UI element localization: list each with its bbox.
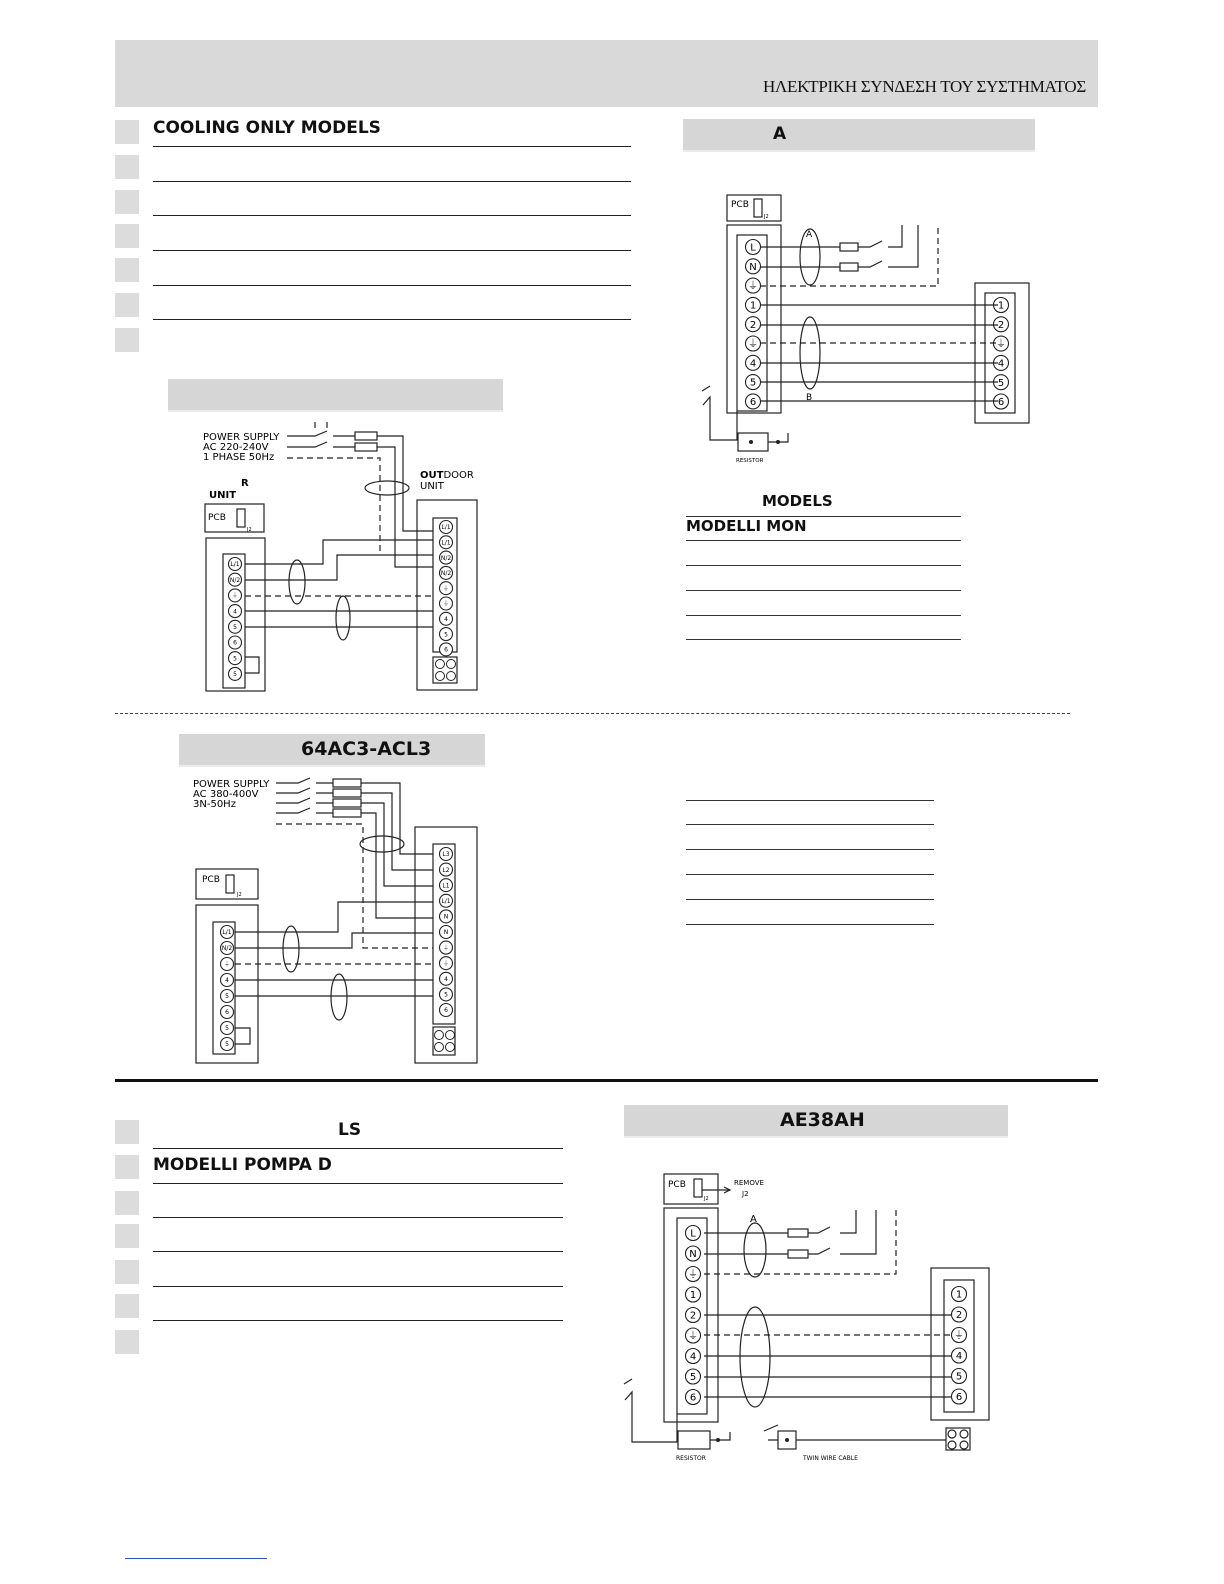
terminal-label: L/1 <box>230 561 240 569</box>
diagram-d-remove-j2: J2 <box>742 1190 749 1198</box>
rule <box>153 1183 563 1184</box>
terminal-label: N/2 <box>229 576 241 584</box>
bullet-square <box>115 1191 139 1215</box>
rule <box>153 1251 563 1252</box>
terminal-label: 6 <box>225 1009 229 1017</box>
diagram-c-pcb: PCB <box>202 875 220 885</box>
terminal-label: L/1 <box>441 539 451 547</box>
rule <box>686 849 934 850</box>
rule <box>686 615 961 616</box>
diagram-b-power-supply-1: POWER SUPPLY <box>203 432 280 443</box>
header-band <box>115 40 1098 107</box>
wiring-diagram-a <box>680 185 1040 470</box>
bullet-square <box>115 258 139 282</box>
terminal-label: 4 <box>997 358 1005 370</box>
terminal-label: L/1 <box>222 929 232 937</box>
bullet-square <box>115 1155 139 1179</box>
diagram-c-title-bar <box>179 734 485 767</box>
terminal-label: N <box>749 261 757 273</box>
terminal-label: 5 <box>225 1025 229 1033</box>
page-title: ΗΛΕΚΤΡΙΚΗ ΣΥΝΔΕΣΗ ΤΟΥ ΣΥΣΤΗΜΑΤΟΣ <box>762 77 1086 96</box>
diagram-c-power-supply-3: 3N-50Hz <box>193 799 236 810</box>
terminal-label: 5 <box>225 1041 229 1049</box>
bullet-square <box>115 1294 139 1318</box>
terminal-label: 4 <box>225 977 229 985</box>
terminal-label: 5 <box>749 377 757 389</box>
wiring-diagram-c <box>188 772 488 1072</box>
terminal-label: 5 <box>955 1371 963 1383</box>
terminal-label: L/1 <box>441 897 451 905</box>
terminal-label: ⏚ <box>442 600 450 608</box>
diagram-b-j2: J2 <box>247 527 252 533</box>
diagram-a-cable-b: B <box>806 393 813 403</box>
terminal-label: 6 <box>444 1007 448 1015</box>
terminal-block-circle <box>435 1043 444 1052</box>
terminal-label: 6 <box>444 646 448 654</box>
rule <box>153 1286 563 1287</box>
bullet-square <box>115 328 139 352</box>
rule <box>153 1320 563 1321</box>
terminal-label: 5 <box>233 623 237 631</box>
diagram-d-title: AE38AH <box>780 1109 865 1131</box>
terminal-label: 5 <box>689 1372 697 1384</box>
rule <box>686 540 961 541</box>
diagram-b-outdoor-unit: UNIT <box>420 481 444 492</box>
heat-pump-subheading: MODELLI POMPA D <box>153 1155 332 1175</box>
wiring-diagram-d <box>620 1170 1000 1470</box>
terminal-label: 6 <box>233 639 237 647</box>
bullet-square <box>115 120 139 144</box>
rule <box>153 1217 563 1218</box>
rule <box>153 1148 563 1149</box>
diagram-d-remove: REMOVE <box>734 1179 764 1187</box>
terminal-block-circle <box>446 1043 455 1052</box>
diagram-d-twin-wire: TWIN WIRE CABLE <box>803 1455 858 1462</box>
diagram-b-power-supply-2: AC 220-240V <box>203 442 269 453</box>
terminal-label: 4 <box>955 1351 963 1363</box>
terminal-label: ⏚ <box>223 961 231 969</box>
terminal-block-circle <box>436 672 445 681</box>
diagram-b-power-supply-3: 1 PHASE 50Hz <box>203 452 275 463</box>
terminal-label: 1 <box>689 1290 697 1302</box>
terminal-label: 4 <box>444 615 448 623</box>
diagram-a-title-bar <box>683 119 1035 152</box>
terminal-label: 5 <box>233 671 237 679</box>
solid-separator <box>115 1079 1098 1082</box>
terminal-label: 6 <box>955 1392 963 1404</box>
bullet-square <box>115 190 139 214</box>
diagram-b-title-bar <box>168 379 503 412</box>
diagram-d-title-bar <box>624 1105 1008 1138</box>
rule <box>153 285 631 286</box>
terminal-block-circle <box>436 660 445 669</box>
terminal-block-circle <box>435 1031 444 1040</box>
terminal-label: 2 <box>955 1310 963 1322</box>
rule <box>686 590 961 591</box>
terminal-label: N/2 <box>440 554 452 562</box>
terminal-label: L/1 <box>441 524 451 532</box>
heat-pump-heading: LS <box>338 1120 362 1140</box>
terminal-label: N <box>443 929 449 937</box>
wiring-diagram-b <box>195 422 490 697</box>
terminal-label: L <box>750 242 756 254</box>
terminal-label: 4 <box>233 608 237 616</box>
diagram-a-title: A <box>773 124 787 144</box>
terminal-label: 5 <box>225 993 229 1001</box>
terminal-label: 5 <box>997 377 1005 389</box>
rule <box>686 824 934 825</box>
terminal-label: 2 <box>749 319 757 331</box>
terminal-block-circle <box>447 660 456 669</box>
bullet-square <box>115 1120 139 1144</box>
rule <box>686 800 934 801</box>
rule <box>686 874 934 875</box>
diagram-c-power-supply-2: AC 380-400V <box>193 789 259 800</box>
terminal-block-circle <box>446 1031 455 1040</box>
terminal-label: 6 <box>749 397 757 408</box>
terminal-label: 6 <box>689 1392 697 1404</box>
bullet-square <box>115 224 139 248</box>
terminal-label: L2 <box>442 866 450 874</box>
models-heading: MODELS <box>762 492 833 510</box>
diagram-b-outdoor-bold: OUT <box>420 470 444 481</box>
terminal-label: N/2 <box>221 945 233 953</box>
terminal-label: N <box>689 1249 697 1261</box>
rule <box>686 899 934 900</box>
bullet-square <box>115 1330 139 1354</box>
rule <box>153 181 631 182</box>
rule <box>686 924 934 925</box>
terminal-label: 1 <box>997 300 1005 312</box>
terminal-label: 6 <box>997 397 1005 409</box>
terminal-label: ⏚ <box>442 944 450 952</box>
terminal-label: ⏚ <box>688 1331 698 1343</box>
rule <box>153 146 631 147</box>
diagram-d-resistor: RESISTOR <box>676 1455 706 1462</box>
rule <box>153 215 631 216</box>
terminal-label: ⏚ <box>688 1269 698 1281</box>
cooling-only-heading: COOLING ONLY MODELS <box>153 118 381 138</box>
terminal-label: 4 <box>689 1351 697 1363</box>
svg-text:OUTDOOR <box>420 470 474 481</box>
diagram-b-indoor-unit: UNIT <box>209 490 237 501</box>
terminal-label: 1 <box>749 300 757 312</box>
diagram-a-resistor: RESISTOR <box>736 458 764 464</box>
terminal-label: ⏚ <box>748 339 758 351</box>
terminal-label: 4 <box>749 358 757 370</box>
diagram-a-cable-a: A <box>806 230 813 240</box>
terminal-label: ⏚ <box>442 960 450 968</box>
bullet-square <box>115 293 139 317</box>
terminal-label: ⏚ <box>442 585 450 593</box>
terminal-label: L3 <box>442 851 450 859</box>
rule <box>153 319 631 320</box>
terminal-label: ⏚ <box>231 592 239 600</box>
diagram-c-power-supply-1: POWER SUPPLY <box>193 779 270 790</box>
diagram-a-j2: J2 <box>764 214 769 220</box>
terminal-label: N <box>443 913 449 921</box>
diagram-c-j2: J2 <box>237 892 242 898</box>
terminal-label: 1 <box>955 1289 963 1301</box>
diagram-c-title: 64AC3-ACL3 <box>301 738 432 760</box>
terminal-label: L <box>690 1228 696 1240</box>
terminal-label: 5 <box>444 991 448 999</box>
terminal-label: ⏚ <box>954 1330 964 1342</box>
footer-link-underline <box>125 1558 267 1559</box>
terminal-label: ⏚ <box>748 281 758 293</box>
bullet-square <box>115 1260 139 1284</box>
terminal-label: 2 <box>689 1310 697 1322</box>
rule <box>153 250 631 251</box>
terminal-label: 5 <box>444 631 448 639</box>
dashed-separator <box>115 713 1070 714</box>
terminal-label: 2 <box>997 319 1005 331</box>
terminal-label: ⏚ <box>996 339 1006 351</box>
models-subheading: MODELLI MON <box>686 517 807 535</box>
rule <box>686 639 961 640</box>
terminal-label: N/2 <box>440 570 452 578</box>
diagram-b-outdoor-rest: DOOR <box>443 470 474 481</box>
diagram-d-pcb: PCB <box>668 1180 686 1190</box>
diagram-b-pcb: PCB <box>208 513 226 523</box>
terminal-label: 4 <box>444 975 448 983</box>
rule <box>686 565 961 566</box>
bullet-square <box>115 1224 139 1248</box>
diagram-a-pcb: PCB <box>731 200 749 210</box>
terminal-block-circle <box>447 672 456 681</box>
bullet-square <box>115 155 139 179</box>
terminal-label: L1 <box>442 882 450 890</box>
diagram-d-j2: J2 <box>704 1196 709 1202</box>
diagram-d-cable-a: A <box>750 1214 757 1225</box>
diagram-b-indoor-r: R <box>241 478 249 489</box>
terminal-label: 5 <box>233 655 237 663</box>
